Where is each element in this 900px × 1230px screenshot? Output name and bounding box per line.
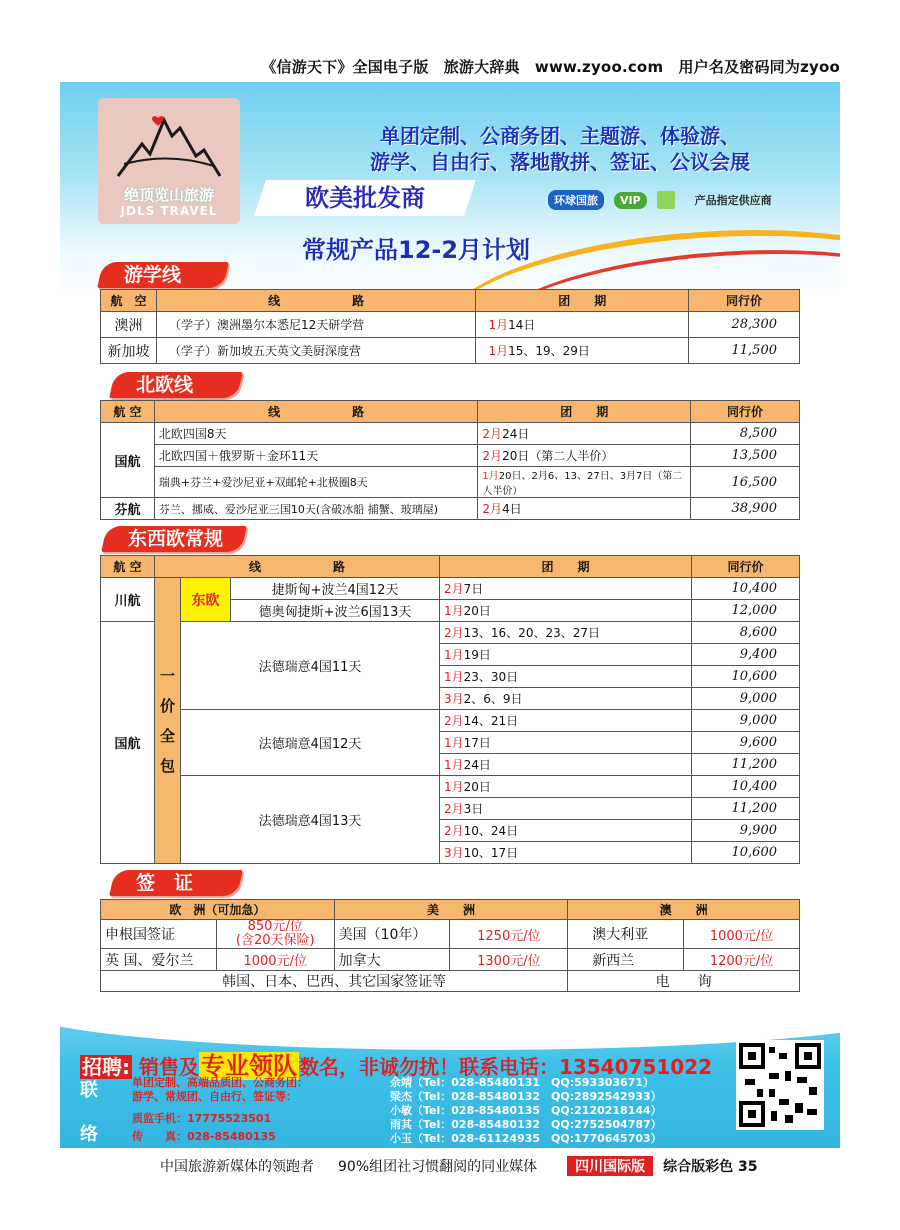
recruit-line: 招聘: 销售及专业领队 数名，非诚勿扰！联系电话：13540751022 — [82, 1052, 713, 1080]
table-row: 国航 法德瑞意4国11天 2月13、16、20、23、27日 8,600 — [101, 622, 800, 644]
logo-chinese-text: 绝顶览山旅游 — [123, 186, 214, 204]
logo — [98, 98, 240, 224]
page-number: 综合版彩色 35 — [663, 1159, 758, 1175]
table-row: 法德瑞意4国13天 1月20日 10,400 — [101, 776, 800, 798]
section-tag-study: 游学线 — [97, 262, 229, 288]
contact-row: 余靖（Tel：028-85480131 QQ:593303671） — [390, 1076, 655, 1089]
bottom-line: 中国旅游新媒体的领跑者 90%组团社习惯翻阅的同业媒体 四川国际版 综合版彩色 35 — [160, 1156, 850, 1176]
contact-label: 联 络 — [80, 1080, 98, 1145]
section-tag-europe: 东西欧常规 — [101, 526, 247, 552]
study-table: 航 空 线 路 团 期 同行价 澳洲 （学子）澳洲墨尔本悉尼12天研学营 1月14日 28,300 新加坡 （学子）新加坡五天英文美厨深度营 1月15、19、29日 11,500 — [100, 289, 800, 364]
table-row: 3月10、17日 10,600 — [101, 842, 800, 864]
contact-row: 小敏（Tel：028-85480135 QQ:2120218144） — [390, 1104, 662, 1117]
table-row: 2月3日 11,200 — [101, 798, 800, 820]
tagline-line1: 单团定制、公商务团、主题游、体验游、 — [380, 124, 740, 148]
section-tag-visa: 签 证 — [109, 870, 243, 896]
partner-logo-1: 环球国旅 — [548, 190, 604, 210]
europe-table: 航 空 线 路 团 期 同行价 川航 一 价 全 包 东欧 捷斯匈+波兰4国12天 2月7日 10,400 德奥匈捷斯+波兰6国13天 1月20日 12,000 国航 法德瑞意4国11天 2月13、16、20、23、27日 8,600 1月19日 9,400 1月23、30日 10,600 3月2、6、9日 9,000 法德瑞意4国12天 2月14、21日 9,000 1月17日 9,600 1月24日 11,200 法德瑞意4国13天 1月20日 10,400 2月3日 11,200 2月10、24日 9,900 3月10、17日 10,600 — [100, 555, 800, 864]
supplier-note: 产品指定供应商 — [694, 194, 772, 207]
table-row: 芬航 芬兰、挪威、爱沙尼亚三国10天(含破冰船 捕蟹、玻璃屋) 2月4日 38,900 — [101, 498, 800, 520]
section-tag-nordic: 北欧线 — [109, 372, 243, 398]
table-row: 国航 北欧四国8天 2月24日 8,500 — [101, 423, 800, 445]
table-row: 北欧四国＋俄罗斯＋金环11天 2月20日（第二人半价） 13,500 — [101, 445, 800, 467]
qr-code-icon — [736, 1040, 824, 1130]
nordic-table: 航 空 线 路 团 期 同行价 国航 北欧四国8天 2月24日 8,500 北欧四国＋俄罗斯＋金环11天 2月20日（第二人半价） 13,500 瑞典+芬兰+爱沙尼亚+双邮轮+北极圈8天 1月20日、2月6、13、27日、3月7日（第二人半价） 16,500 芬航 芬兰、挪威、爱沙尼亚三国10天(含破冰船 捕蟹、玻璃屋) 2月4日 38,900 — [100, 400, 800, 520]
wholesale-badge: 欧美批发商 — [254, 180, 476, 216]
table-row: 1月19日 9,400 — [101, 644, 800, 666]
table-row: 韩国、日本、巴西、其它国家签证等 电 询 — [101, 971, 800, 992]
partner-logos — [548, 190, 772, 210]
contact-row: 雨其（Tel：028-85480132 QQ:2752504787） — [390, 1118, 662, 1131]
table-row: 申根国签证 850元/位 (含20天保险) 美国（10年） 1250元/位 澳大利亚 1000元/位 — [101, 920, 800, 949]
table-row: 新加坡 （学子）新加坡五天英文美厨深度营 1月15、19、29日 11,500 — [101, 338, 800, 364]
table-row: 英 国、爱尔兰 1000元/位 加拿大 1300元/位 新西兰 1200元/位 — [101, 949, 800, 971]
mountain-logo-icon — [114, 106, 224, 186]
recruit-phone: 13540751022 — [558, 1055, 713, 1079]
table-row: 澳洲 （学子）澳洲墨尔本悉尼12天研学营 1月14日 28,300 — [101, 312, 800, 338]
table-row: 3月2、6、9日 9,000 — [101, 688, 800, 710]
partner-logo-2: VIP — [614, 192, 647, 209]
top-banner: 《信游天下》全国电子版 旅游大辞典 www.zyoo.com 用户名及密码同为zyoo — [261, 58, 840, 76]
edition-badge: 四川国际版 — [567, 1156, 653, 1176]
footer-panel: 招聘: 销售及专业领队 数名，非诚勿扰！联系电话：13540751022 联 络 单团定制、高端品质团、公商务团： 游学、常规团、自由行、签证等： 质监手机：17775523501 传 真：028-85480135 余靖（Tel：028-85480131 QQ:593303671） 梁杰（Tel：028-85480132 QQ:2892542933） 小敏（Tel：028-85480135 QQ:2120218144） 雨其（Tel：028-85480132 QQ:2752504787） 小玉（Tel：028-61124935 QQ:1770645703） — [60, 1010, 840, 1148]
contact-row: 梁杰（Tel：028-85480132 QQ:2892542933） — [390, 1090, 662, 1103]
plan-title: 常规产品12-2月计划 — [302, 236, 531, 264]
tagline-line2: 游学、自由行、落地散拼、签证、公议会展 — [370, 150, 750, 174]
table-row: 川航 一 价 全 包 东欧 捷斯匈+波兰4国12天 2月7日 10,400 — [101, 578, 800, 600]
east-europe-label: 东欧 — [181, 578, 231, 622]
contact-row: 小玉（Tel：028-61124935 QQ:1770645703） — [390, 1132, 662, 1145]
partner-logo-3-icon — [657, 191, 675, 209]
logo-english-text: JDLS TRAVEL — [120, 204, 218, 218]
visa-table: 欧 洲（可加急） 美 洲 澳 洲 申根国签证 850元/位 (含20天保险) 美国（10年） 1250元/位 澳大利亚 1000元/位 英 国、爱尔兰 1000元/位 加拿大 1300元/位 新西兰 1200元/位 韩国、日本、巴西、其它国家签证等 电 询 — [100, 899, 800, 992]
table-row: 1月17日 9,600 — [101, 732, 800, 754]
table-row: 瑞典+芬兰+爱沙尼亚+双邮轮+北极圈8天 1月20日、2月6、13、27日、3月7日（第二人半价） 16,500 — [101, 467, 800, 498]
table-row: 2月10、24日 9,900 — [101, 820, 800, 842]
table-row: 法德瑞意4国12天 2月14、21日 9,000 — [101, 710, 800, 732]
table-row: 1月23、30日 10,600 — [101, 666, 800, 688]
table-row: 1月24日 11,200 — [101, 754, 800, 776]
table-row: 德奥匈捷斯+波兰6国13天 1月20日 12,000 — [101, 600, 800, 622]
